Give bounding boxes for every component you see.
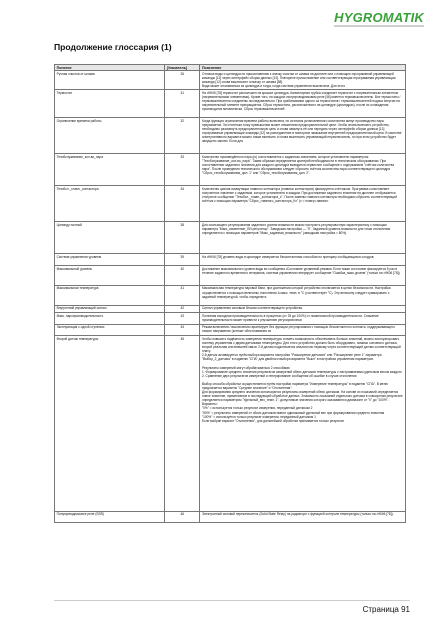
glossary-term: Второй датчик температуры [55,336,165,512]
table-row [55,511,406,523]
page-title: Продолжение глоссария (1) [54,42,172,52]
glossary-term: Максимальный уровень [55,266,165,286]
page-number: Страница 91 [362,605,410,614]
glossary-ref: 46 [165,511,200,523]
glossary-description [200,117,406,153]
page-header [0,0,446,36]
table-row [55,305,406,312]
column-header-ref: [Указатель] [165,65,200,71]
glossary-ref: 31 [165,89,200,117]
description-text: Полезная выходная производительность в процентах (от 25 до 100%) от номинальной производительности. Снижение производительности может привести к улучшению регулировочных [201,313,380,322]
hygromatik-logo [334,10,424,25]
description-text: Режим включения / выключения гарантирует без функции регулирования с помощью бесконтактного контакта, поддерживающего низкое напряжение (контакт обесточивания из [201,325,396,334]
footer-divider [54,600,410,601]
glossary-ref: 41 [165,285,200,305]
table-row [55,285,406,305]
glossary-description [200,511,406,523]
table-row [55,313,406,325]
logo-underline [334,25,424,27]
table-row [55,89,406,117]
glossary-description [200,222,406,254]
description-text: Достижение максимального уровня воды во сообщения •Состояние уровневой режими. Если также состояние фиксируется 5 раз в течение заданного временного интервала, система управления генерирует сообщение "Ошибка_макс.уровня" (только на •НК06 [78]). [201,266,401,275]
glossary-term: Техобслуживание_кол-во_пара [55,154,165,186]
description-text: Электронный силовой переключатель (Solid State Relay) на радиаторе с функцией контроля температуры (только на •НК06 [78]). [201,512,394,517]
glossary-table [54,64,406,523]
glossary-description [200,254,406,266]
description-text: Чтобы повысить надёжность измерения температуры и иметь возможность обеспечивать больше значений, можно эксплуатировать систему управления с двумя датчиками температуры. Для этого устройство должно быть оборудовано, помимо основного датчика, второй реальная или внешней связи. 2-й датчик подключается аналогично первому через соответствующий датчик соответствующий плату. 2-й датчик активируется путём выбора варианта настройки "Расширение датчиков" или "Расширение реле 1" параметра "Выбор_2_датчика" в подменю "СПА" для двойного выбора варианта "Выкл" в настройках управления параметров. Результаты измерений могут обрабатываться 2 способами: 1. Формирование среднего значения результатов измерений обеих датчиков температуры с настраиваемым удельным весом каждого 2. Сравнение двух результатов измерений и генерирование сообщения об ошибке в случае отклонения Выбор способа обработки осуществляется путём настройки параметра "Измерение температуры" в подменю "СПА". В меню предлагается варианты "Среднее значение" и "Отклонения". Для формирования среднего значения используются результаты измерений обеих датчиков. На основе их показаний определяется новое значение, применяемое в последующей обработке данных. Значимость показаний отдельного датчика в совокупном результате определяется параметром "Удельный_вес_темп. 1", допустимые значения которого оказываются диапазоне от "0" до "100%". Варианты: "0%" = используется только результат измерения, переданный датчиком 2 "50%" = результаты измерений от обоих датчиков имеют одинаковый удельный вес при формировании среднего значения "100%" = используется только результат измерения, переданный датчиком 1 Если выбран вариант "Отклонения", для дальнейшей обработки принимается только результат [201,336,403,423]
glossary-term: Ограничение времени работы [55,117,165,153]
description-text: Для скользящего регулирования заданного уровня влажности можно настроить регулировочную характеристику с помощью параметра "Макс_изменение_ПИ-регулятор". Заводская настройка — "0". Заданный уровень влажности для точки отклонения определяется с помощью параметров "Макс_заданная_влажность" (заводская настройка = 80%). [201,222,392,236]
glossary-ref: 38 [165,222,200,254]
description-text: Максимальная температура паровой бани, при достижении которой устройство отключается в целях безопасности. Настройка осуществляется с помощью величины отклонения Δ макс. темп. в °С (соответствует °С). Эту величину следует суммировать с заданной температурой, чтобы определить [201,286,392,299]
glossary-ref: 32 [165,117,200,153]
table-row [55,254,406,266]
description-text: Отличка воды и цилиндра по прикосновению к значку очистки от шлама на дисплее или с помощью •программной управляющей команды [12] через •интерфейс сборки данных [13]. Повторное приоссновение или соответствующая •программная управляющая команда [12] снова выключают •откачку от шлама [58]. Вода может откачиваться из цилиндра и тогда, когда система управления выключена. Для этого [201,71,396,89]
description-text: Количество произведённого пара (кг) сопоставляется с заданным значением, которое установлено параметром "Техобслуживание_кол-во_пара". Таким образом определяется критерий необходимости в техническом обслуживании. При сопоставлении заданного значения для каждого цилиндра выводится сервисное сообщение с содержанием "счётчик количества пара". После проведения технического обслуживания следует сбросить счётчик количества пара соответствующего цилиндра "Сброс_техобслуживания_цил. 1" или "Сброс_техобслуживания_цил. 2". [201,154,395,176]
glossary-ref: 33 [165,154,200,186]
column-header-desc: Пояснение [200,65,406,71]
glossary-term: Цилиндр полный [55,222,165,254]
glossary-description [200,324,406,336]
description-text: Количество циклов коммутации главного контактора (главных контакторов) фиксируется счётчиком. Программа сопоставляет полученное значение с заданным, которое установлено в каждом. При достижении заданного значения на дисплее отображается статусное сообщение "Техобсл._главн._контактора_х". После замены главного контактора необходимо сбросить соответствующий счётчик с помощью параметра "Сброс_главного_контактора_Kx" (x = номер главного [201,186,398,204]
glossary-term: Макс. паропроизводительность [55,313,165,325]
glossary-term: Максимальная температура [55,285,165,305]
column-header-term: Понятие [55,65,165,71]
table-row [55,222,406,254]
table-row [55,117,406,153]
glossary-ref: 34 [165,186,200,222]
glossary-term: Внутренний управляющий сигнал [55,305,165,312]
glossary-term: Ручная очистка от шлама [55,71,165,90]
glossary-ref: 40 [165,266,200,286]
glossary-description [200,89,406,117]
glossary-description [200,154,406,186]
glossary-description [200,71,406,90]
glossary-ref: 26 [165,71,200,90]
description-text: Когда функция ограничения времени работы включена, но источник установленного количества минут производство пара прерывается. За отчетным точку превышения может сниженном предохранительной цепи. Чтобы снова включить устройство, необходимо разомкнуть предохранительную цепь и снова замкнуть её или передать через •интерфейс сборки данных [13] •программные управляющие команды [12] на разъединение в повторное замыкание внутренней предохранительной цепи. В качестве альтернативного варианта можно также включить и снова выключить управляющий переключатель, но при этом устройство будет запущено заново. Если для [201,118,403,143]
table-row [55,154,406,186]
glossary-ref: 42 [165,305,200,312]
glossary-ref: 39 [165,254,200,266]
glossary-description [200,313,406,325]
description-text: На •НК06 [78] термостат расположен на крышке цилиндра. Капиллярная трубка соединяет термостат с нагревательным элементом (нагревательными элементами). Кроме того, на каждом •полупроводниковом реле [46] имеется термовыключатель. Все термостаты / термовыключатели соединены последовательно. При срабатывании одного из термостатов / термовыключателей подача энергии на нагревательный элемент прекращается. Сброс термостата, расположенного на цилиндре (цилиндрах), после их охлаждения производится механически. Сброс термовыключателей [201,90,402,111]
glossary-ref: 44 [165,324,200,336]
table-row [55,186,406,222]
glossary-description [200,186,406,222]
glossary-term: Система управления уровнем [55,254,165,266]
glossary-term: Термостат [55,89,165,117]
glossary-ref: 45 [165,336,200,512]
description-text: На •НК06 [78] уровень воды в цилиндре измеряется бесконтактным способом по принципу сообщающихся сосудов. [201,255,375,260]
table-row [55,336,406,512]
glossary-description [200,285,406,305]
logo-text: HYGROMATIK [334,10,424,25]
glossary-description [200,266,406,286]
glossary-ref: 43 [165,313,200,325]
glossary-term: Эксплуатация с одной ступенью [55,324,165,336]
glossary-description [200,305,406,312]
table-row [55,71,406,90]
glossary-term: Полупроводниковое реле (SSR) [55,511,165,523]
description-text: Сигнал управления силовым блоком соответствующего устройства. [201,306,303,311]
glossary-rows [55,71,406,523]
table-row [55,266,406,286]
glossary-term: Техобсл._главн._контактора [55,186,165,222]
glossary-description [200,336,406,512]
table-row [55,324,406,336]
